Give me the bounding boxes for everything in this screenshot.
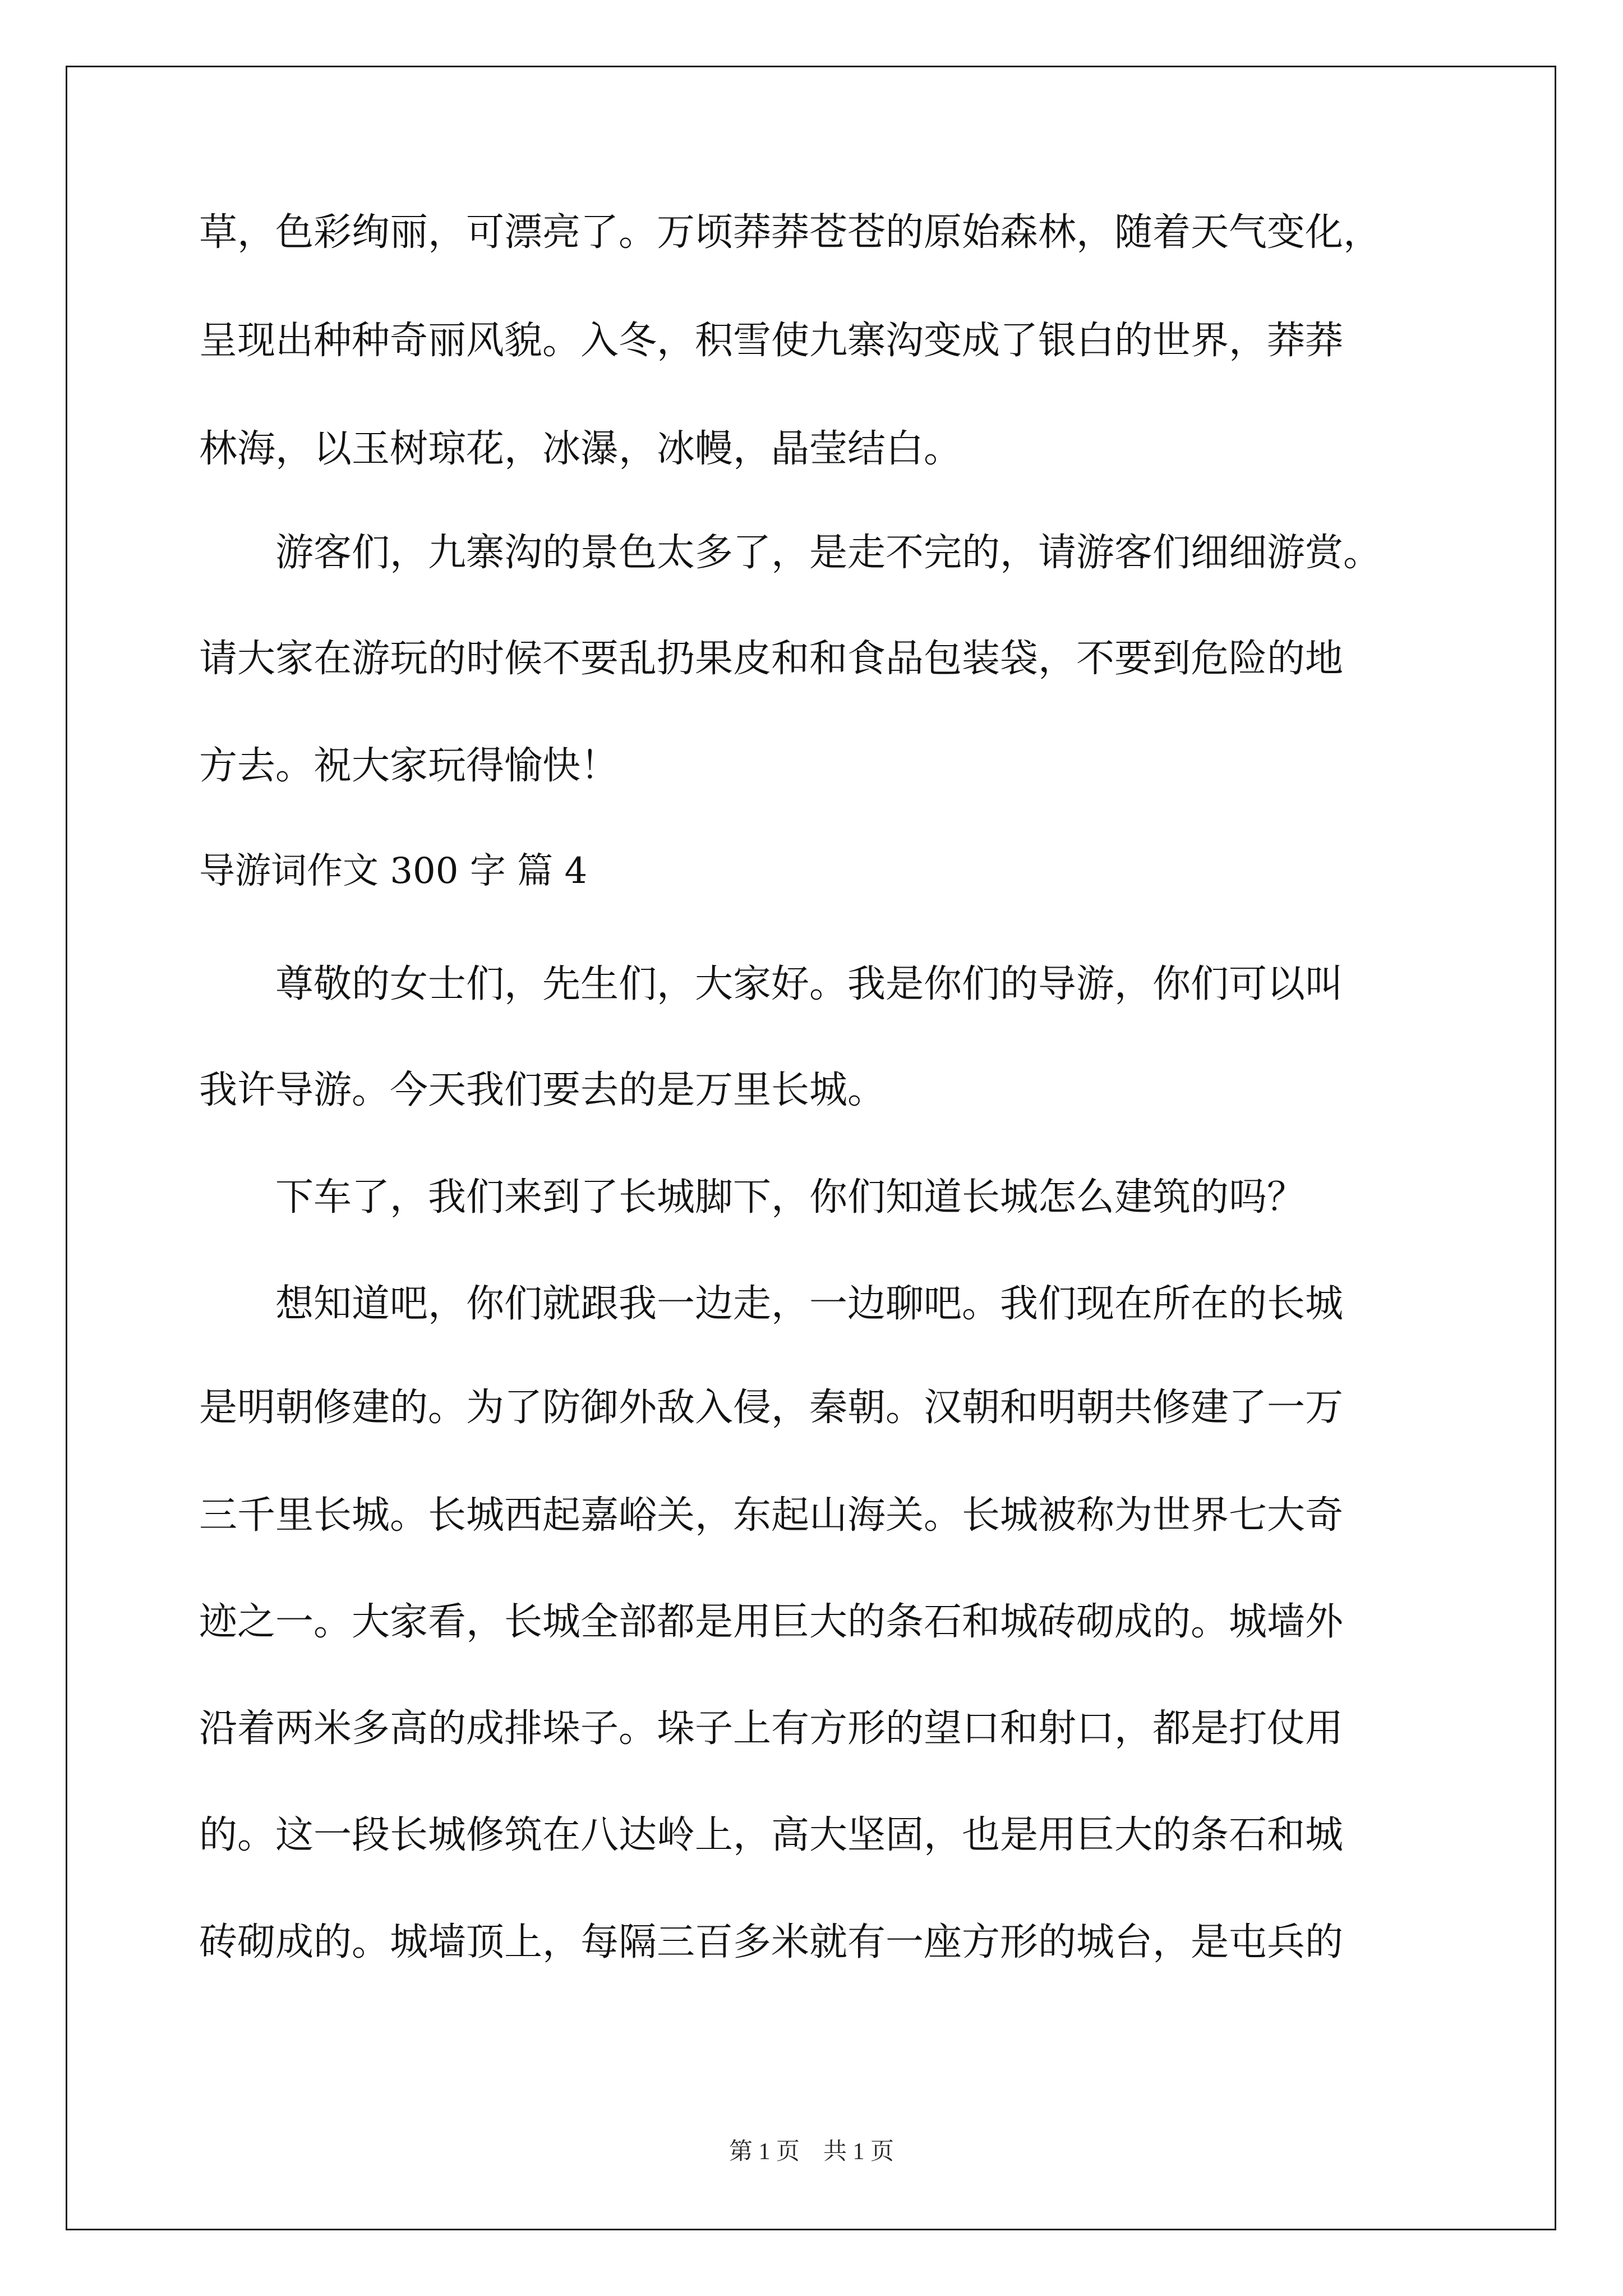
paragraph-first-line: 尊敬的女士们，先生们，大家好。我是你们的导游，你们可以叫 bbox=[275, 962, 1344, 1006]
paragraph-first-line: 游客们，九寨沟的景色太多了，是走不完的，请游客们细细游赏。 bbox=[275, 531, 1382, 575]
text-line: 沿着两米多高的成排垛子。垛子上有方形的望口和射口，都是打仗用 bbox=[199, 1706, 1344, 1751]
text-line: 是明朝修建的。为了防御外敌入侵，秦朝。汉朝和明朝共修建了一万 bbox=[199, 1386, 1344, 1430]
text-line: 呈现出种种奇丽风貌。入冬，积雪使九寨沟变成了银白的世界，莽莽 bbox=[199, 319, 1344, 363]
text-line: 迹之一。大家看，长城全部都是用巨大的条石和城砖砌成的。城墙外 bbox=[199, 1600, 1344, 1644]
paragraph-first-line: 下车了，我们来到了长城脚下，你们知道长城怎么建筑的吗？ bbox=[275, 1175, 1306, 1220]
text-line: 三千里长城。长城西起嘉峪关，东起山海关。长城被称为世界七大奇 bbox=[199, 1493, 1344, 1538]
text-line: 草，色彩绚丽，可漂亮了。万顷莽莽苍苍的原始森林，随着天气变化， bbox=[199, 210, 1382, 255]
text-line: 林海，以玉树琼花，冰瀑，冰幔，晶莹结白。 bbox=[199, 427, 962, 471]
text-line: 方去。祝大家玩得愉快！ bbox=[199, 744, 619, 788]
text-line: 我许导游。今天我们要去的是万里长城。 bbox=[199, 1068, 886, 1112]
paragraph-first-line: 想知道吧，你们就跟我一边走，一边聊吧。我们现在所在的长城 bbox=[275, 1282, 1344, 1326]
text-line: 请大家在游玩的时候不要乱扔果皮和和食品包装袋，不要到危险的地 bbox=[199, 637, 1344, 681]
page-border bbox=[66, 66, 1556, 2230]
text-line: 砖砌成的。城墙顶上，每隔三百多米就有一座方形的城台，是屯兵的 bbox=[199, 1920, 1344, 1964]
page-footer: 第 1 页 共 1 页 bbox=[728, 2139, 894, 2165]
text-line: 的。这一段长城修筑在八达岭上，高大坚固，也是用巨大的条石和城 bbox=[199, 1813, 1344, 1857]
section-heading: 导游词作文 300 字 篇 4 bbox=[199, 850, 588, 892]
